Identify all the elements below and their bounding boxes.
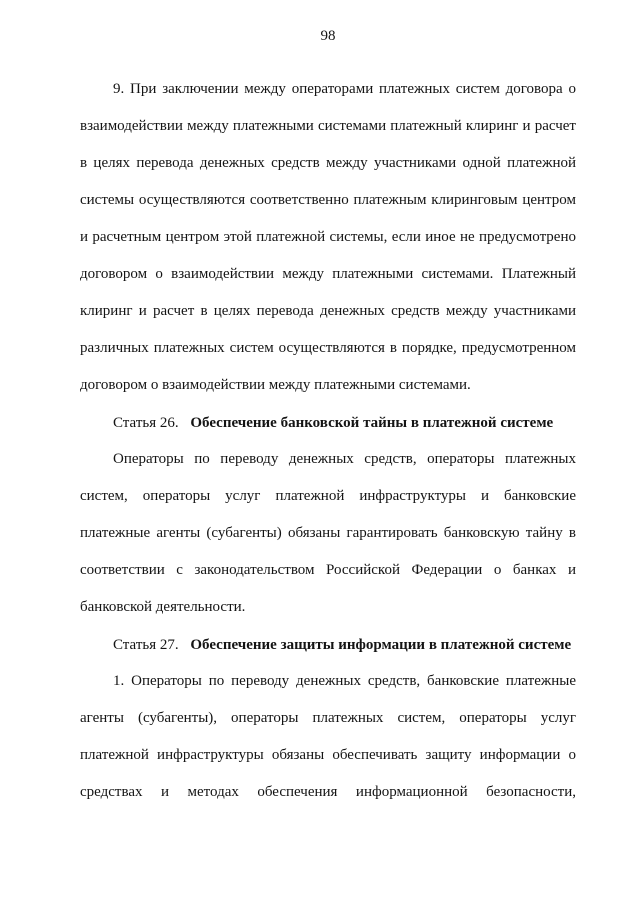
paragraph-article-27-clause-1: 1. Операторы по переводу денежных средств, банковские платежные агенты (субагенты), операторы платежных систем, операторы услуг платежной инфраструктуры обязаны обеспечивать защиту информации о средствах и методах обеспечения информационной безопасности, [80, 673, 576, 800]
article-27-heading [80, 633, 576, 657]
article-26-heading [80, 411, 576, 435]
article-27-title: Обеспечение защиты информации в платежной системе [190, 637, 572, 653]
paragraph-article-26-body: Операторы по переводу денежных средств, операторы платежных систем, операторы услуг платежной инфраструктуры и банковские платежные агенты (субагенты) обязаны гарантировать банковскую тайну в соответствии с законодательством Российской Федерации о банках и банковской деятельности. [80, 451, 576, 615]
article-26-label: Статья 26. [113, 415, 179, 431]
paragraph-clause-9: 9. При заключении между операторами платежных систем договора о взаимодействии между платежными системами платежный клиринг и расчет в целях перевода денежных средств между участниками одной платежной системы осуществляются соответственно платежным клиринговым центром и расчетным центром этой платежной системы, если иное не предусмотрено договором о взаимодействии между платежными системами. Платежный клиринг и расчет в целях перевода денежных средств между участниками различных платежных систем осуществляются в порядке, предусмотренном договором о взаимодействии между платежными системами. [80, 81, 576, 393]
document-body [80, 71, 576, 811]
article-27-label: Статья 27. [113, 637, 179, 653]
page-number: 98 [320, 28, 336, 44]
article-26-title: Обеспечение банковской тайны в платежной системе [190, 415, 554, 431]
